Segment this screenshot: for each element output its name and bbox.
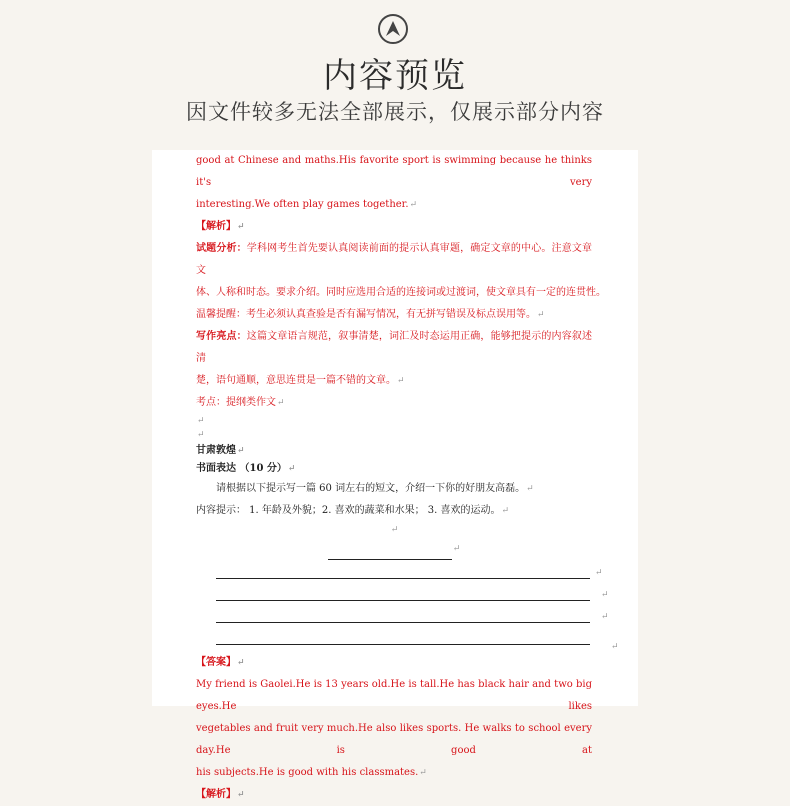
analysis-label: 【解析】↵ <box>196 221 245 232</box>
document-content <box>196 150 619 806</box>
analysis-label: 【解析】↵ <box>196 789 245 800</box>
title-blank-line <box>328 545 452 560</box>
page-header <box>0 0 790 150</box>
analysis-text: 体、人称和时态。要求介绍。同时应选用合适的连接词或过渡词，使文章具有一定的连贯性。 <box>196 287 606 298</box>
writing-line: ↵ <box>196 582 592 604</box>
empty-paragraph: ↵ <box>197 430 205 440</box>
analysis-text: 温馨提醒：考生必须认真查验是否有漏写情况，有无拼写错误及标点误用等。↵ <box>196 309 545 320</box>
answer-label: 【答案】↵ <box>196 657 245 668</box>
section-heading: 书面表达 （10 分）↵ <box>196 463 296 474</box>
highlight-text: 写作亮点：这篇文章语言规范，叙事清楚，词汇及时态运用正确，能够把提示的内容叙述清 <box>196 331 593 364</box>
region-heading: 甘肃敦煌↵ <box>196 445 245 456</box>
up-arrow-circle-icon <box>378 14 408 44</box>
empty-paragraph: ↵ <box>197 416 205 426</box>
answer-line: vegetables and fruit very much.He also likes sports. He walks to school every day.He is good at <box>196 723 592 756</box>
content-hints: 内容提示： 1. 年龄及外貌；2. 喜欢的蔬菜和水果； 3. 喜欢的运动。↵ <box>196 505 510 516</box>
title-blank: ↵ <box>196 538 592 560</box>
document-preview <box>152 150 638 800</box>
writing-line: ↵ <box>196 560 592 582</box>
kaodian-text: 考点：提纲类作文↵ <box>196 397 285 408</box>
writing-prompt: 请根据以下提示写一篇 60 词左右的短文，介绍一下你的好朋友高磊。↵ <box>216 483 534 494</box>
answer-line: My friend is Gaolei.He is 13 years old.He is tall.He has black hair and two big eyes.He likes <box>196 679 592 712</box>
intro-line: interesting.We often play games together.↵ <box>196 199 418 210</box>
answer-line: his subjects.He is good with his classmates.↵ <box>196 767 427 778</box>
page-subtitle: 因文件较多无法全部展示，仅展示部分内容 <box>186 100 604 124</box>
empty-paragraph: ↵ <box>390 525 399 535</box>
intro-line: good at Chinese and maths.His favorite sport is swimming because he thinks it's very <box>196 155 592 188</box>
highlight-text: 楚，语句通顺，意思连贯是一篇不错的文章。↵ <box>196 375 405 386</box>
writing-line: ↵ <box>196 604 592 626</box>
analysis-text: 试题分析：学科网考生首先要认真阅读前面的提示认真审题，确定文章的中心。注意文章文 <box>196 243 593 276</box>
writing-line: ↵ <box>196 626 592 648</box>
page-title: 内容预览 <box>323 56 467 96</box>
